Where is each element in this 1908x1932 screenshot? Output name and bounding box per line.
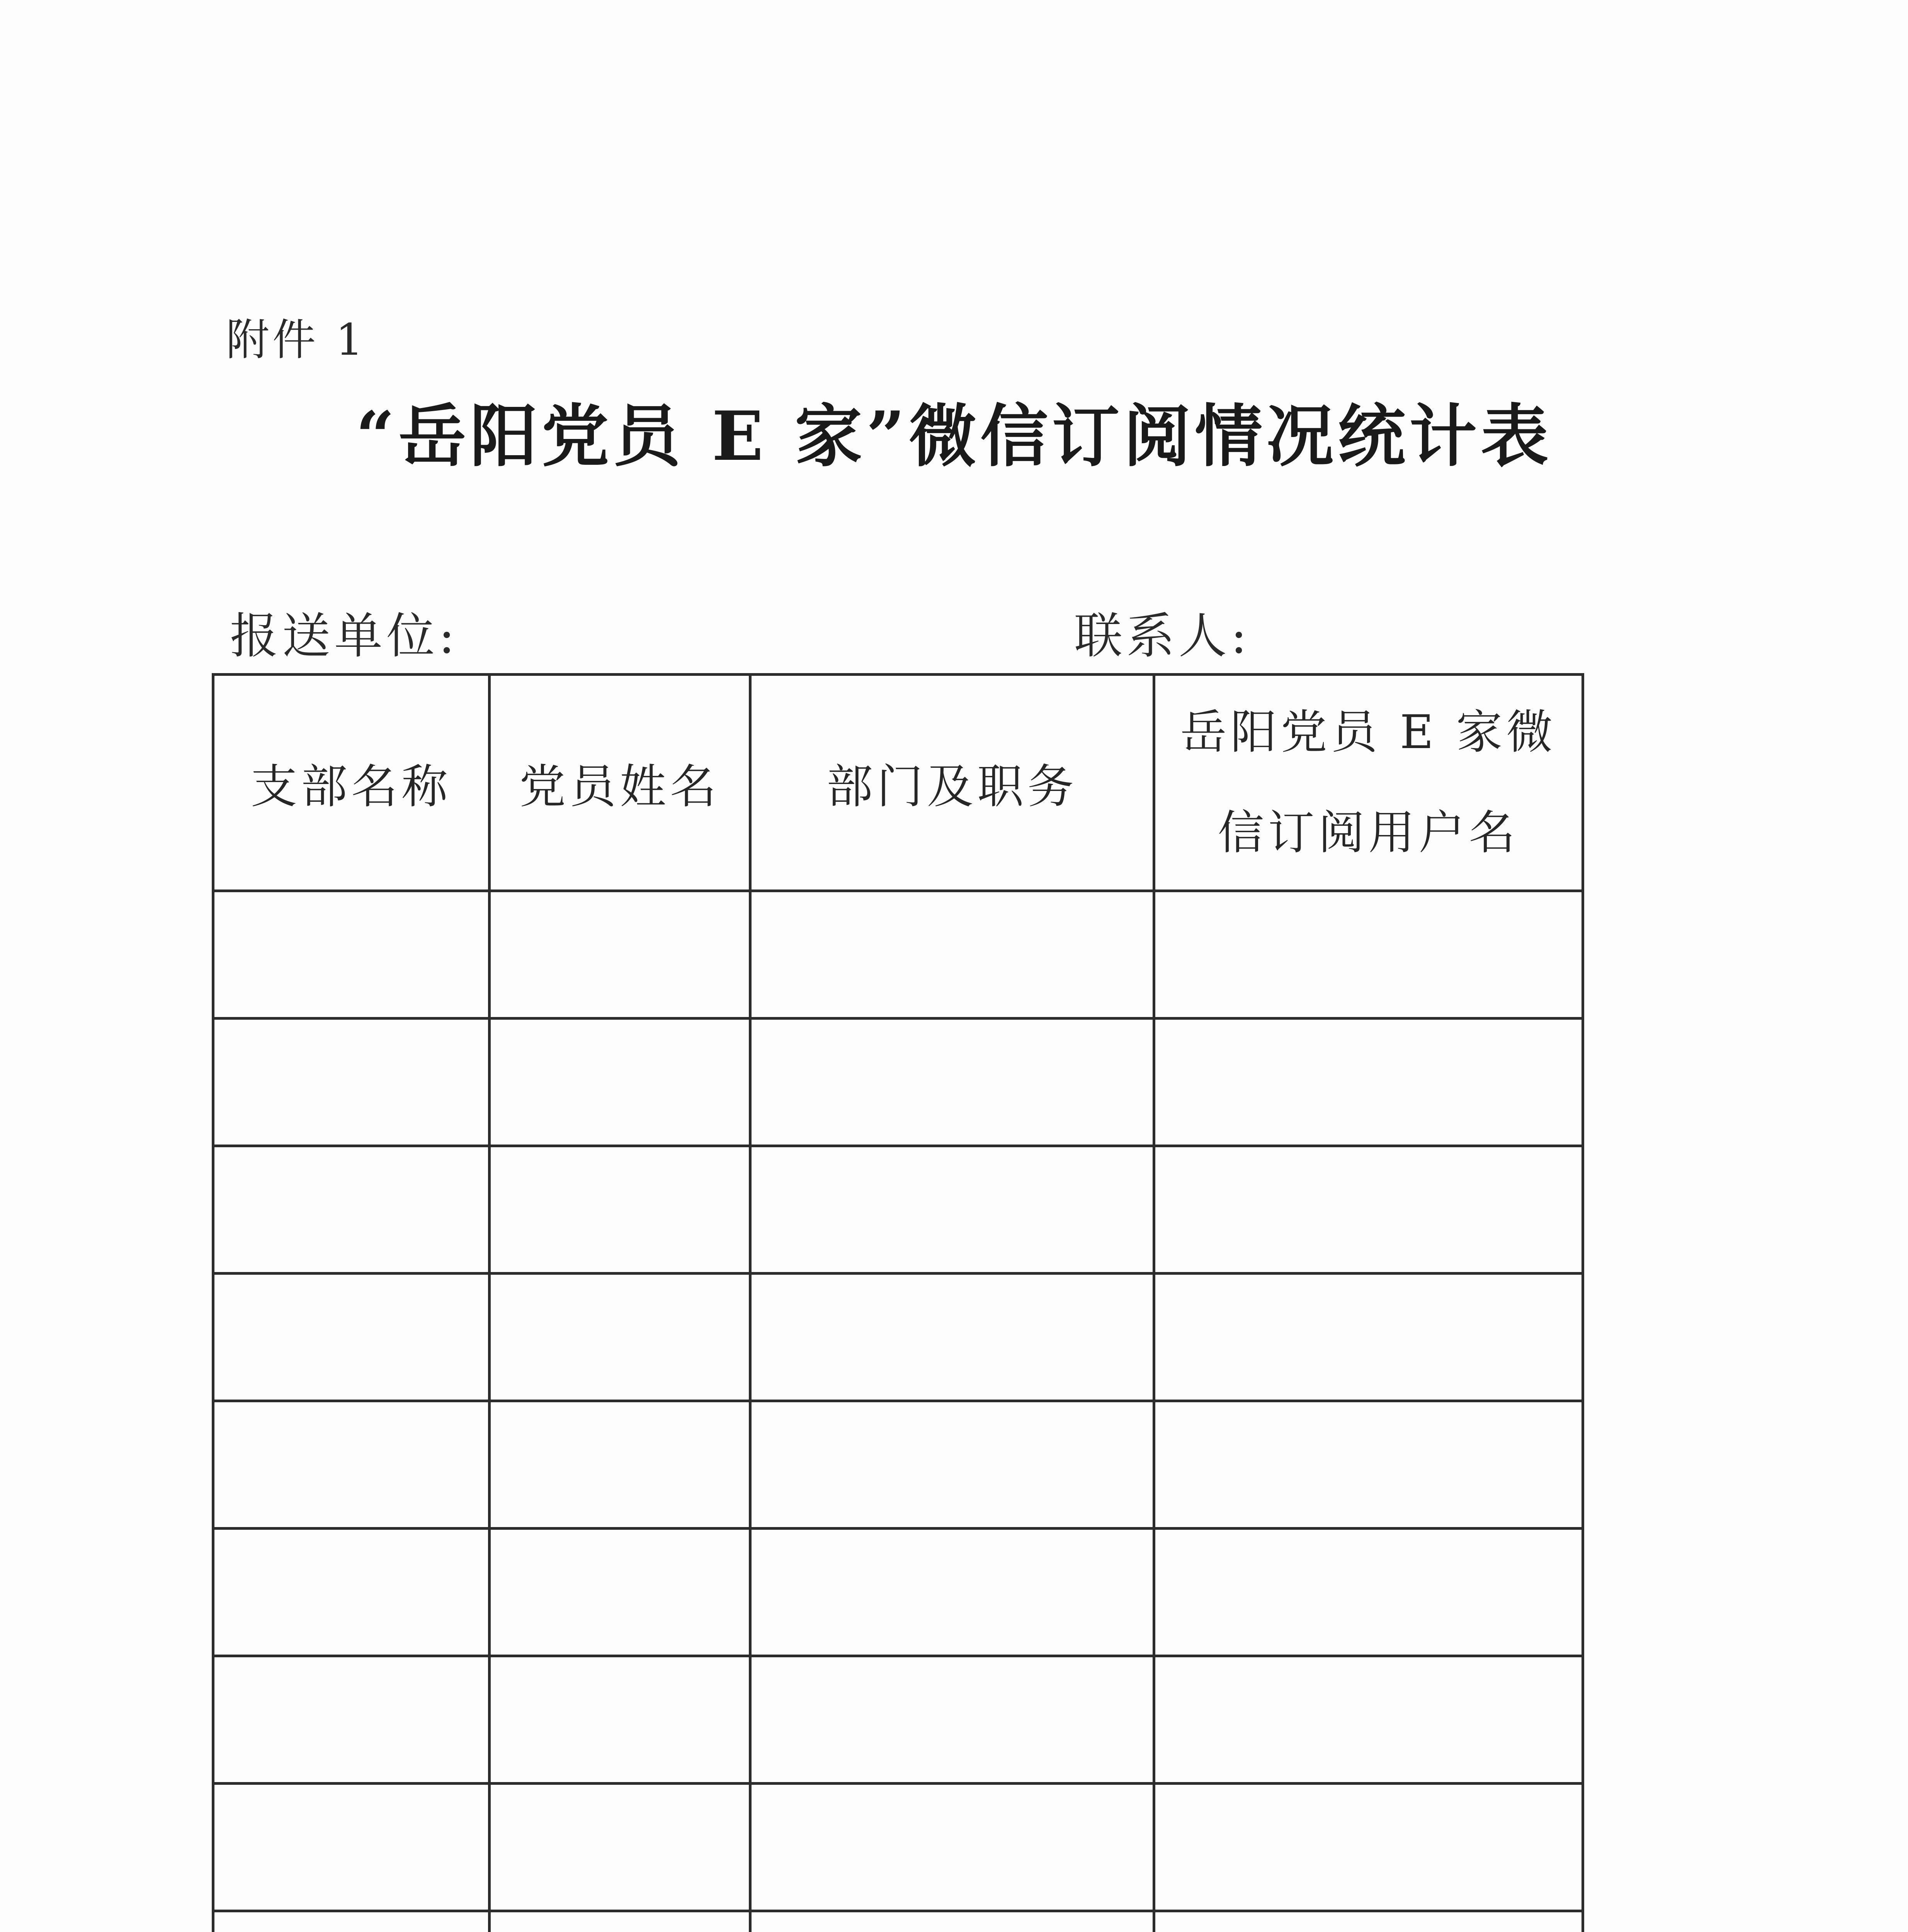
table-cell[interactable] <box>490 1401 750 1529</box>
column-header-department-position: 部门及职务 <box>750 675 1154 891</box>
column-header-subscription-line2: 信订阅用户名 <box>1218 806 1519 860</box>
table-row <box>213 1019 1583 1146</box>
table-cell[interactable] <box>1154 1911 1583 1932</box>
table-row <box>213 1401 1583 1529</box>
table-cell[interactable] <box>750 891 1154 1019</box>
table-cell[interactable] <box>1154 1656 1583 1784</box>
table-cell[interactable] <box>213 1401 490 1529</box>
table-cell[interactable] <box>490 1911 750 1932</box>
table-cell[interactable] <box>213 1656 490 1784</box>
table-row <box>213 1784 1583 1911</box>
table-cell[interactable] <box>1154 1019 1583 1146</box>
table-cell[interactable] <box>1154 891 1583 1019</box>
table-row <box>213 1146 1583 1274</box>
table-cell[interactable] <box>213 891 490 1019</box>
statistics-table <box>212 673 1584 1932</box>
table-cell[interactable] <box>490 891 750 1019</box>
table-cell[interactable] <box>750 1529 1154 1656</box>
table-cell[interactable] <box>213 1784 490 1911</box>
column-header-branch-name: 支部名称 <box>213 675 490 891</box>
attachment-label: 附件 1 <box>226 315 366 365</box>
table-cell[interactable] <box>213 1019 490 1146</box>
table-row <box>213 1529 1583 1656</box>
table-cell[interactable] <box>750 1401 1154 1529</box>
table-cell[interactable] <box>750 1019 1154 1146</box>
table-cell[interactable] <box>490 1784 750 1911</box>
table-cell[interactable] <box>213 1529 490 1656</box>
table-cell[interactable] <box>490 1656 750 1784</box>
table-cell[interactable] <box>490 1529 750 1656</box>
table-cell[interactable] <box>213 1911 490 1932</box>
table-cell[interactable] <box>750 1146 1154 1274</box>
table-cell[interactable] <box>213 1274 490 1401</box>
table-header-row <box>213 675 1583 891</box>
contact-label: 联系人: <box>1074 608 1251 664</box>
column-header-subscription-line1: 岳阳党员 E 家微 <box>1180 705 1557 759</box>
document-title: “岳阳党员 E 家”微信订阅情况统计表 <box>355 397 1553 476</box>
table-cell[interactable] <box>213 1146 490 1274</box>
table-row <box>213 1274 1583 1401</box>
table-cell[interactable] <box>1154 1146 1583 1274</box>
table-row <box>213 891 1583 1019</box>
table-cell[interactable] <box>1154 1401 1583 1529</box>
table-cell[interactable] <box>750 1656 1154 1784</box>
table-cell[interactable] <box>490 1019 750 1146</box>
reporting-unit-label: 报送单位: <box>230 608 459 664</box>
table-cell[interactable] <box>1154 1274 1583 1401</box>
table-cell[interactable] <box>1154 1529 1583 1656</box>
column-header-subscription-username <box>1154 675 1583 891</box>
table-row <box>213 1911 1583 1932</box>
table-cell[interactable] <box>490 1274 750 1401</box>
table-cell[interactable] <box>750 1911 1154 1932</box>
table-cell[interactable] <box>490 1146 750 1274</box>
table-row <box>213 1656 1583 1784</box>
table-cell[interactable] <box>750 1274 1154 1401</box>
table-cell[interactable] <box>1154 1784 1583 1911</box>
table-cell[interactable] <box>750 1784 1154 1911</box>
column-header-member-name: 党员姓名 <box>490 675 750 891</box>
